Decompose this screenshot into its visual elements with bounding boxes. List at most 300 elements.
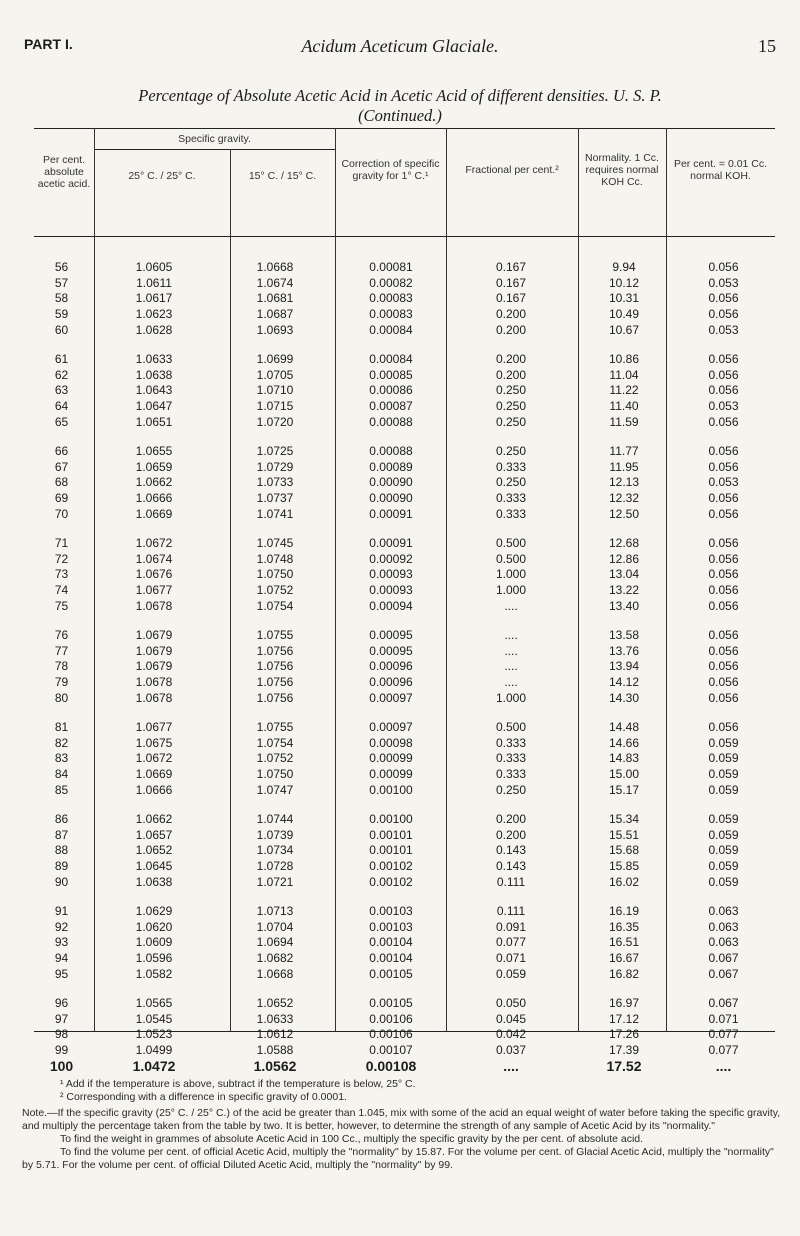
cell-correction: 0.00108 <box>365 1057 417 1074</box>
cell-normality: 17.12 <box>608 1011 640 1026</box>
cell-correction: 0.00085 <box>369 367 413 382</box>
cell-per-cent-koh: 0.059 <box>708 812 739 826</box>
cell-sg-15: 1.0682 <box>256 951 294 966</box>
table-row <box>34 736 775 751</box>
cell-sg-25: 1.0652 <box>135 843 173 858</box>
cell-sg-15: 1.0756 <box>256 659 294 674</box>
cell-normality: 10.31 <box>608 291 640 306</box>
cell-percent: 97 <box>54 1011 69 1026</box>
cell-correction: 0.00100 <box>369 812 413 826</box>
table-row <box>34 828 775 843</box>
cell-normality: 13.40 <box>608 598 640 613</box>
cell-sg-25: 1.0678 <box>135 675 173 690</box>
cell-correction: 0.00084 <box>369 322 413 337</box>
page-number: 15 <box>758 36 776 56</box>
cell-per-cent-koh: 0.056 <box>708 291 739 306</box>
table-row <box>34 1059 775 1074</box>
cell-fractional: 0.333 <box>495 459 527 474</box>
cell-fractional: 0.167 <box>495 291 527 306</box>
table-row <box>34 276 775 291</box>
cell-percent: 59 <box>54 307 69 322</box>
cell-fractional: 0.200 <box>495 812 527 826</box>
cell-normality: 10.67 <box>608 322 640 337</box>
cell-sg-25: 1.0669 <box>135 767 173 782</box>
cell-per-cent-koh: 0.063 <box>708 919 739 934</box>
cell-sg-15: 1.0720 <box>256 414 294 429</box>
cell-fractional: .... <box>504 643 518 658</box>
cell-correction: 0.00092 <box>369 551 413 566</box>
table-row <box>34 291 775 306</box>
cell-correction: 0.00104 <box>369 951 413 966</box>
header-percent: Per cent. absolute acetic acid. <box>37 154 91 190</box>
table-row <box>34 951 775 966</box>
cell-sg-25: 1.0623 <box>135 307 173 322</box>
table-row <box>34 507 775 522</box>
cell-percent: 88 <box>54 843 69 858</box>
table-row <box>34 904 775 919</box>
cell-sg-15: 1.0704 <box>256 919 294 934</box>
cell-per-cent-koh: 0.067 <box>708 966 739 981</box>
header-sg-25: 25° C. / 25° C. <box>128 170 196 182</box>
cell-percent: 96 <box>54 996 69 1010</box>
cell-correction: 0.00101 <box>369 843 413 858</box>
cell-per-cent-koh: 0.056 <box>708 536 739 550</box>
cell-per-cent-koh: .... <box>715 1057 732 1074</box>
cell-fractional: 0.143 <box>495 843 527 858</box>
cell-correction: 0.00081 <box>369 260 413 274</box>
table-row <box>34 628 775 643</box>
cell-normality: 16.51 <box>608 935 640 950</box>
cell-correction: 0.00099 <box>369 751 413 766</box>
cell-percent: 70 <box>54 506 69 521</box>
table-row <box>34 967 775 982</box>
cell-correction: 0.00082 <box>369 275 413 290</box>
cell-fractional: 0.037 <box>495 1043 527 1058</box>
cell-sg-25: 1.0666 <box>135 782 173 797</box>
table-row <box>34 859 775 874</box>
cell-sg-25: 1.0677 <box>135 583 173 598</box>
table-title-text: Percentage of Absolute Acetic Acid in Acetic Acid of different densities. U. S. P. <box>138 86 662 105</box>
cell-fractional: 0.167 <box>495 275 527 290</box>
table-row <box>34 399 775 414</box>
cell-sg-15: 1.0734 <box>256 843 294 858</box>
table-row <box>34 812 775 827</box>
table-row <box>34 475 775 490</box>
cell-fractional: 0.500 <box>495 720 527 734</box>
cell-percent: 63 <box>54 383 69 398</box>
cell-fractional: 0.500 <box>495 536 527 550</box>
cell-fractional: 0.333 <box>495 751 527 766</box>
cell-sg-25: 1.0672 <box>135 536 173 550</box>
cell-sg-25: 1.0633 <box>135 352 173 366</box>
header-fractional: Fractional per cent.² <box>465 164 559 176</box>
cell-sg-15: 1.0756 <box>256 675 294 690</box>
note-paragraph: Note.—If the specific gravity (25° C. / 25° C.) of the acid be greater than 1.045, mix with some of the acid an equal weight of water before taking the specific gravity, and multiply the percentage taken from the table by two. It is better, however, to determine the strength of any sample of Acetic Acid by its "normality." <box>22 1107 781 1132</box>
table-row <box>34 1027 775 1042</box>
cell-normality: 14.48 <box>608 720 640 734</box>
cell-sg-25: 1.0565 <box>135 996 173 1010</box>
cell-correction: 0.00095 <box>369 643 413 658</box>
table-row <box>34 307 775 322</box>
cell-fractional: 0.333 <box>495 506 527 521</box>
cell-correction: 0.00096 <box>369 675 413 690</box>
cell-percent: 92 <box>54 919 69 934</box>
cell-fractional: 0.042 <box>495 1027 527 1042</box>
cell-sg-15: 1.0739 <box>256 827 294 842</box>
cell-sg-25: 1.0582 <box>135 966 173 981</box>
cell-per-cent-koh: 0.067 <box>708 996 739 1010</box>
cell-fractional: 0.250 <box>495 383 527 398</box>
table-row <box>34 675 775 690</box>
cell-sg-15: 1.0668 <box>256 966 294 981</box>
cell-sg-15: 1.0713 <box>256 904 294 918</box>
cell-sg-15: 1.0721 <box>256 874 294 889</box>
cell-fractional: 0.200 <box>495 352 527 366</box>
cell-percent: 64 <box>54 399 69 414</box>
cell-percent: 91 <box>54 904 69 918</box>
table-row <box>34 567 775 582</box>
table-row <box>34 767 775 782</box>
cell-percent: 66 <box>54 444 69 458</box>
cell-per-cent-koh: 0.059 <box>708 859 739 874</box>
cell-sg-25: 1.0672 <box>135 751 173 766</box>
table-row <box>34 644 775 659</box>
cell-sg-15: 1.0745 <box>256 536 294 550</box>
cell-correction: 0.00097 <box>369 720 413 734</box>
table-row <box>34 460 775 475</box>
cell-sg-25: 1.0677 <box>135 720 173 734</box>
cell-fractional: 0.250 <box>495 399 527 414</box>
cell-normality: 13.76 <box>608 643 640 658</box>
cell-per-cent-koh: 0.053 <box>708 399 739 414</box>
cell-per-cent-koh: 0.056 <box>708 659 739 674</box>
cell-correction: 0.00098 <box>369 735 413 750</box>
cell-percent: 69 <box>54 491 69 506</box>
cell-per-cent-koh: 0.056 <box>708 583 739 598</box>
cell-sg-15: 1.0710 <box>256 383 294 398</box>
cell-fractional: 0.077 <box>495 935 527 950</box>
cell-per-cent-koh: 0.056 <box>708 551 739 566</box>
table-row <box>34 1012 775 1027</box>
cell-correction: 0.00083 <box>369 291 413 306</box>
table-row <box>34 1043 775 1058</box>
cell-normality: 11.77 <box>609 444 639 458</box>
table-row <box>34 920 775 935</box>
cell-correction: 0.00091 <box>369 506 413 521</box>
cell-normality: 16.82 <box>608 966 640 981</box>
header-rule <box>34 236 775 237</box>
cell-fractional: 0.050 <box>495 996 527 1010</box>
part-label: PART I. <box>24 36 73 52</box>
cell-sg-15: 1.0562 <box>253 1057 297 1074</box>
table-row <box>34 383 775 398</box>
cell-sg-15: 1.0744 <box>256 812 294 826</box>
cell-normality: 17.26 <box>608 1027 640 1042</box>
table-row <box>34 691 775 706</box>
cell-fractional: 0.111 <box>496 904 526 918</box>
cell-fractional: 0.333 <box>495 735 527 750</box>
cell-fractional: .... <box>504 675 518 690</box>
cell-sg-15: 1.0715 <box>256 399 294 414</box>
cell-percent: 90 <box>54 874 69 889</box>
cell-percent: 60 <box>54 322 69 337</box>
cell-per-cent-koh: 0.056 <box>708 598 739 613</box>
cell-normality: 13.22 <box>608 583 640 598</box>
cell-percent: 99 <box>54 1043 69 1058</box>
cell-sg-15: 1.0725 <box>256 444 294 458</box>
cell-per-cent-koh: 0.056 <box>708 414 739 429</box>
header-per-cent-koh: Per cent. = 0.01 Cc. normal KOH. <box>673 158 768 182</box>
group-rule <box>94 149 335 150</box>
cell-percent: 93 <box>54 935 69 950</box>
footnote-2: ² Corresponding with a difference in specific gravity of 0.0001. <box>60 1091 347 1103</box>
cell-sg-15: 1.0633 <box>256 1011 294 1026</box>
cell-sg-25: 1.0666 <box>135 491 173 506</box>
cell-sg-25: 1.0676 <box>135 567 173 582</box>
cell-correction: 0.00107 <box>369 1043 413 1058</box>
cell-per-cent-koh: 0.056 <box>708 720 739 734</box>
cell-fractional: 0.250 <box>495 414 527 429</box>
cell-sg-15: 1.0741 <box>256 506 294 521</box>
cell-fractional: 0.045 <box>495 1011 527 1026</box>
table-row <box>34 875 775 890</box>
cell-correction: 0.00087 <box>369 399 413 414</box>
cell-normality: 11.40 <box>609 399 639 414</box>
cell-sg-25: 1.0679 <box>135 659 173 674</box>
table-subtitle: (Continued.) <box>358 106 442 125</box>
cell-sg-15: 1.0674 <box>256 275 294 290</box>
cell-per-cent-koh: 0.063 <box>708 904 739 918</box>
cell-per-cent-koh: 0.059 <box>708 782 739 797</box>
cell-sg-25: 1.0674 <box>135 551 173 566</box>
cell-sg-15: 1.0699 <box>256 352 294 366</box>
cell-percent: 94 <box>54 951 69 966</box>
table-row <box>34 260 775 275</box>
cell-sg-25: 1.0628 <box>135 322 173 337</box>
cell-correction: 0.00101 <box>369 827 413 842</box>
running-head <box>24 36 776 58</box>
cell-correction: 0.00105 <box>369 996 413 1010</box>
cell-percent: 73 <box>54 567 69 582</box>
cell-percent: 78 <box>54 659 69 674</box>
cell-percent: 95 <box>54 966 69 981</box>
cell-percent: 74 <box>54 583 69 598</box>
footnote-1: ¹ Add if the temperature is above, subtract if the temperature is below, 25° C. <box>60 1078 416 1090</box>
cell-normality: 9.94 <box>612 260 636 274</box>
cell-sg-15: 1.0756 <box>256 690 294 705</box>
cell-sg-25: 1.0472 <box>132 1057 176 1074</box>
cell-correction: 0.00102 <box>369 874 413 889</box>
cell-normality: 16.19 <box>608 904 640 918</box>
table-row <box>34 935 775 950</box>
cell-sg-25: 1.0611 <box>136 275 172 290</box>
cell-per-cent-koh: 0.056 <box>708 459 739 474</box>
cell-normality: 13.94 <box>608 659 640 674</box>
cell-normality: 12.68 <box>608 536 640 550</box>
cell-fractional: 0.250 <box>495 444 527 458</box>
cell-percent: 75 <box>54 598 69 613</box>
cell-percent: 85 <box>54 782 69 797</box>
cell-sg-15: 1.0750 <box>256 767 294 782</box>
cell-sg-25: 1.0655 <box>135 444 173 458</box>
cell-per-cent-koh: 0.059 <box>708 735 739 750</box>
cell-fractional: 0.200 <box>495 367 527 382</box>
cell-normality: 15.00 <box>608 767 640 782</box>
cell-correction: 0.00084 <box>369 352 413 366</box>
cell-percent: 61 <box>54 352 69 366</box>
cell-percent: 56 <box>54 260 69 274</box>
cell-correction: 0.00103 <box>369 919 413 934</box>
cell-sg-25: 1.0669 <box>135 506 173 521</box>
cell-sg-25: 1.0659 <box>135 459 173 474</box>
cell-percent: 68 <box>54 475 69 490</box>
cell-per-cent-koh: 0.056 <box>708 567 739 582</box>
cell-normality: 10.12 <box>608 275 640 290</box>
cell-sg-15: 1.0750 <box>256 567 294 582</box>
cell-normality: 15.34 <box>608 812 640 826</box>
cell-per-cent-koh: 0.059 <box>708 827 739 842</box>
cell-fractional: 0.091 <box>495 919 527 934</box>
cell-fractional: 1.000 <box>495 583 527 598</box>
cell-normality: 14.83 <box>608 751 640 766</box>
table-row <box>34 843 775 858</box>
table-row <box>34 323 775 338</box>
cell-sg-15: 1.0754 <box>256 735 294 750</box>
table-row <box>34 583 775 598</box>
header-correction: Correction of specific gravity for 1° C.¹ <box>341 158 440 182</box>
cell-correction: 0.00090 <box>369 475 413 490</box>
cell-fractional: 1.000 <box>495 690 527 705</box>
cell-sg-25: 1.0679 <box>135 628 173 642</box>
cell-normality: 13.04 <box>608 567 640 582</box>
cell-normality: 14.30 <box>608 690 640 705</box>
table-row <box>34 491 775 506</box>
cell-per-cent-koh: 0.056 <box>708 260 739 274</box>
cell-per-cent-koh: 0.063 <box>708 935 739 950</box>
cell-per-cent-koh: 0.056 <box>708 506 739 521</box>
table-row <box>34 536 775 551</box>
cell-normality: 15.68 <box>608 843 640 858</box>
cell-sg-15: 1.0729 <box>256 459 294 474</box>
cell-normality: 15.51 <box>608 827 640 842</box>
cell-per-cent-koh: 0.059 <box>708 843 739 858</box>
cell-fractional: .... <box>504 598 518 613</box>
cell-percent: 72 <box>54 551 69 566</box>
cell-per-cent-koh: 0.056 <box>708 628 739 642</box>
table-row <box>34 783 775 798</box>
cell-per-cent-koh: 0.056 <box>708 444 739 458</box>
cell-per-cent-koh: 0.053 <box>708 275 739 290</box>
cell-percent: 84 <box>54 767 69 782</box>
cell-correction: 0.00094 <box>369 598 413 613</box>
header-specific-gravity: Specific gravity. <box>178 133 251 145</box>
cell-correction: 0.00090 <box>369 491 413 506</box>
cell-sg-15: 1.0755 <box>256 628 294 642</box>
cell-percent: 87 <box>54 827 69 842</box>
table-row <box>34 552 775 567</box>
cell-sg-25: 1.0638 <box>135 874 173 889</box>
cell-normality: 12.13 <box>608 475 640 490</box>
cell-sg-25: 1.0545 <box>135 1011 173 1026</box>
cell-normality: 16.67 <box>608 951 640 966</box>
header-normality: Normality. 1 Cc. requires normal KOH Cc. <box>585 152 659 188</box>
cell-per-cent-koh: 0.056 <box>708 367 739 382</box>
cell-fractional: .... <box>504 628 518 642</box>
cell-sg-15: 1.0755 <box>256 720 294 734</box>
cell-correction: 0.00096 <box>369 659 413 674</box>
table-title <box>20 86 780 126</box>
cell-normality: 14.66 <box>608 735 640 750</box>
cell-correction: 0.00099 <box>369 767 413 782</box>
table-row <box>34 996 775 1011</box>
cell-normality: 16.35 <box>608 919 640 934</box>
cell-percent: 58 <box>54 291 69 306</box>
cell-sg-25: 1.0620 <box>135 919 173 934</box>
cell-per-cent-koh: 0.056 <box>708 643 739 658</box>
cell-per-cent-koh: 0.059 <box>708 751 739 766</box>
cell-correction: 0.00088 <box>369 414 413 429</box>
cell-normality: 13.58 <box>608 628 640 642</box>
cell-per-cent-koh: 0.053 <box>708 475 739 490</box>
cell-normality: 16.97 <box>608 996 640 1010</box>
cell-per-cent-koh: 0.056 <box>708 352 739 366</box>
cell-sg-25: 1.0679 <box>135 643 173 658</box>
cell-correction: 0.00095 <box>369 628 413 642</box>
cell-sg-25: 1.0629 <box>135 904 173 918</box>
cell-percent: 100 <box>49 1057 74 1074</box>
cell-per-cent-koh: 0.059 <box>708 767 739 782</box>
cell-sg-15: 1.0588 <box>256 1043 294 1058</box>
table-row <box>34 751 775 766</box>
cell-sg-25: 1.0523 <box>135 1027 173 1042</box>
cell-percent: 82 <box>54 735 69 750</box>
cell-per-cent-koh: 0.077 <box>708 1043 739 1058</box>
cell-sg-25: 1.0662 <box>135 812 173 826</box>
cell-correction: 0.00083 <box>369 307 413 322</box>
cell-per-cent-koh: 0.059 <box>708 874 739 889</box>
cell-correction: 0.00105 <box>369 966 413 981</box>
cell-correction: 0.00104 <box>369 935 413 950</box>
cell-fractional: 0.167 <box>495 260 527 274</box>
cell-sg-25: 1.0638 <box>135 367 173 382</box>
cell-sg-25: 1.0643 <box>135 383 173 398</box>
cell-percent: 83 <box>54 751 69 766</box>
cell-fractional: 0.200 <box>495 827 527 842</box>
cell-sg-25: 1.0499 <box>135 1043 173 1058</box>
cell-fractional: 0.200 <box>495 307 527 322</box>
cell-correction: 0.00106 <box>369 1011 413 1026</box>
cell-sg-25: 1.0657 <box>135 827 173 842</box>
cell-correction: 0.00100 <box>369 782 413 797</box>
cell-normality: 16.02 <box>608 874 640 889</box>
cell-normality: 12.50 <box>608 506 640 521</box>
cell-sg-15: 1.0752 <box>256 583 294 598</box>
cell-fractional: 0.333 <box>495 491 527 506</box>
cell-percent: 62 <box>54 367 69 382</box>
cell-normality: 11.04 <box>609 367 639 382</box>
cell-sg-15: 1.0733 <box>256 475 294 490</box>
cell-fractional: 0.200 <box>495 322 527 337</box>
cell-sg-15: 1.0687 <box>256 307 294 322</box>
cell-sg-25: 1.0617 <box>135 291 173 306</box>
cell-sg-15: 1.0612 <box>256 1027 294 1042</box>
cell-sg-15: 1.0728 <box>256 859 294 874</box>
cell-correction: 0.00102 <box>369 859 413 874</box>
table-row <box>34 659 775 674</box>
cell-fractional: 0.059 <box>495 966 527 981</box>
cell-sg-25: 1.0596 <box>135 951 173 966</box>
cell-normality: 12.32 <box>608 491 640 506</box>
